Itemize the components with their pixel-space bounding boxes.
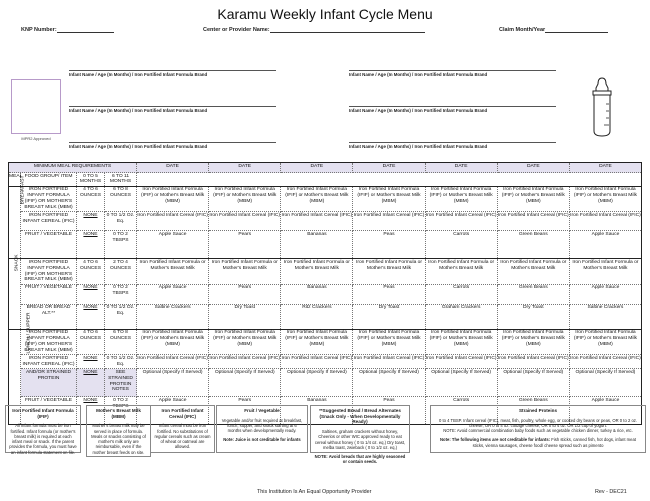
menu-cell-day-1[interactable]: Iron Fortified Infant Cereal (IFIC)	[137, 355, 209, 369]
food-component: IRON FORTIFIED INFANT FORMULA (IFIF) OR MOTHER'S BREAST MILK (MBM)	[21, 186, 77, 212]
note-ifif-title: Iron Fortified Infant Formula (IFIF)	[12, 408, 74, 419]
menu-cell-day-5[interactable]: Carrots	[425, 397, 497, 425]
menu-cell-day-7[interactable]: Iron Fortified Infant Cereal (IFIC)	[569, 212, 641, 231]
date-entry-row	[137, 173, 642, 187]
date-header[interactable]: DATE	[569, 163, 641, 173]
food-component: IRON FORTIFIED INFANT FORMULA (IFIF) OR MOTHER'S BREAST MILK (MBM)	[21, 329, 77, 355]
note-fruit-veg	[216, 405, 308, 453]
provider-name-label: Center or Provider Name:	[203, 27, 270, 33]
claim-month-label: Claim Month/Year	[499, 27, 546, 33]
menu-cell-day-4[interactable]: Iron Fortified Infant Cereal (IFIC)	[353, 212, 425, 231]
menu-cell-day-5[interactable]: Graham Crackers	[425, 304, 497, 329]
menu-cell-day-1[interactable]: Apple Sauce	[137, 284, 209, 304]
menu-cell-day-6[interactable]: Green Beans	[497, 231, 569, 259]
food-component: AND/OR STRAINED PROTEIN	[21, 369, 77, 397]
menu-cell-day-1[interactable]: Apple Sauce	[137, 231, 209, 259]
food-component: FRUIT / VEGETABLE	[21, 284, 77, 304]
menu-cell-day-4[interactable]: Iron Fortified Infant Cereal (IFIC)	[353, 355, 425, 369]
menu-cell-day-5[interactable]: Carrots	[425, 284, 497, 304]
menu-cell-day-1[interactable]: Apple Sauce	[137, 397, 209, 425]
food-component: FRUIT / VEGETABLE	[21, 397, 77, 425]
menu-cell-day-4[interactable]: Peas	[353, 397, 425, 425]
menu-cell-day-4[interactable]: Peas	[353, 231, 425, 259]
menu-cell-day-4[interactable]: Iron Fortified Infant Formula (IFIF) or Mother's Breast Milk (MBM)	[353, 329, 425, 355]
note-ifif-body: All infant formula must be iron fortified. Infant formula (or mother's breast milk) is required at each infant meal or snack. If the parent provides the formula, you must have an infant formula statement on file.	[9, 423, 77, 455]
note-protein-note2: Fish sticks, canned fish, hot dogs, infant meat sticks, vienna sausages, cheese food/ cheese spread such as pimento	[472, 437, 636, 448]
note-fruit-veg-warning: Note: Juice is not creditable for infants	[223, 437, 301, 443]
note-ific	[150, 405, 215, 453]
date-header[interactable]: DATE	[425, 163, 497, 173]
menu-cell-day-2[interactable]: Iron Fortified Infant Formula or Mother's Breast Milk	[209, 259, 281, 285]
amount-6-11-months: SEE STRAINED PROTEIN NOTES	[105, 369, 137, 397]
menu-cell-day-3[interactable]: Iron Fortified Infant Formula or Mother's Breast Milk	[281, 259, 353, 285]
approval-stamp-box	[11, 79, 61, 134]
date-header[interactable]: DATE	[137, 163, 209, 173]
date-header[interactable]: DATE	[353, 163, 425, 173]
amount-6-11-months: 0 TO 2 TBSPS	[105, 284, 137, 304]
menu-cell-day-3[interactable]: Iron Fortified Infant Formula (IFIF) or Mother's Breast Milk (MBM)	[281, 329, 353, 355]
note-mbm-title: Mother's Breast Milk (MBM)	[96, 408, 141, 419]
menu-cell-day-5[interactable]: Iron Fortified Infant Cereal (IFIC)	[425, 355, 497, 369]
amount-0-5-months: 4 TO 6 OUNCES	[77, 186, 105, 212]
meal-label-cell	[9, 254, 21, 330]
amount-0-5-months: 4 TO 6 OUNCES	[77, 329, 105, 355]
menu-cell-day-4[interactable]: Peas	[353, 284, 425, 304]
menu-cell-day-5[interactable]: Iron Fortified Infant Formula or Mother's Breast Milk	[425, 259, 497, 285]
menu-cell-day-1[interactable]: Optional (Specify If Served)	[137, 369, 209, 397]
menu-cell-day-2[interactable]: Pears	[209, 284, 281, 304]
food-component: IRON FORTIFIED INFANT CEREAL (IFIC)	[21, 212, 77, 231]
meal-row	[9, 212, 642, 231]
infant-field-2[interactable]: Infant Name / Age (In Months) / Iron Fortified Infant Formula Brand	[69, 106, 276, 113]
menu-cell-day-3[interactable]: Iron Fortified Infant Formula (IFIF) or Mother's Breast Milk (MBM)	[281, 186, 353, 212]
meal-row	[9, 284, 642, 304]
amount-6-11-months: 0 TO 1/2 Oz. Eq.	[105, 304, 137, 329]
meal-column-header: MEAL	[9, 173, 21, 187]
menu-cell-day-5[interactable]: Iron Fortified Infant Cereal (IFIC)	[425, 212, 497, 231]
menu-cell-day-3[interactable]: Optional (Specify If Served)	[281, 369, 353, 397]
amount-0-5-months: NONE	[77, 355, 105, 369]
amount-6-11-months: 2 TO 4 OUNCES	[105, 259, 137, 285]
menu-table	[8, 162, 642, 425]
menu-cell-day-4[interactable]: Dry Toast	[353, 304, 425, 329]
menu-cell-day-2[interactable]: Pears	[209, 397, 281, 425]
note-mbm-body: Mother's breast milk may be served in place of formula. Meals or snacks consisting of mother's milk only are reimbursable, even if the mother breast feeds on site.	[91, 423, 146, 455]
menu-cell-day-6[interactable]: Green Beans	[497, 397, 569, 425]
infant-field-5[interactable]: Infant Name / Age (In Months) / Iron Fortified Infant Formula Brand	[349, 106, 556, 113]
menu-cell-day-6[interactable]: Iron Fortified Infant Formula or Mother's Breast Milk	[497, 259, 569, 285]
menu-cell-day-6[interactable]: Dry Toast	[497, 304, 569, 329]
menu-cell-day-2[interactable]: Iron Fortified Infant Formula (IFIF) or Mother's Breast Milk (MBM)	[209, 329, 281, 355]
claim-month-field[interactable]	[499, 27, 608, 33]
menu-cell-day-6[interactable]: Green Beans	[497, 284, 569, 304]
menu-cell-day-2[interactable]: Optional (Specify If Served)	[209, 369, 281, 397]
meal-label: LUNCH / SUPPER	[26, 312, 32, 354]
amount-6-11-months: 0 TO 2 TBSPS	[105, 231, 137, 259]
amount-0-5-months: NONE	[77, 284, 105, 304]
menu-cell-day-3[interactable]: Bananas	[281, 231, 353, 259]
menu-cell-day-7[interactable]: Iron Fortified Infant Cereal (IFIC)	[569, 355, 641, 369]
food-component: IRON FORTIFIED INFANT CEREAL (IFIC)	[21, 355, 77, 369]
age-0-5-column-header: 0 TO 5 MONTHS	[77, 173, 105, 187]
menu-cell-day-1[interactable]: Saltine Crackers	[137, 304, 209, 329]
date-header[interactable]: DATE	[281, 163, 353, 173]
menu-cell-day-2[interactable]: Iron Fortified Infant Cereal (IFIC)	[209, 212, 281, 231]
note-ifif	[5, 405, 81, 453]
note-bread-warning: NOTE: Avoid breads that are highly seasoned or contain seeds.	[314, 454, 406, 465]
meal-row	[9, 329, 642, 355]
menu-cell-day-4[interactable]: Optional (Specify If Served)	[353, 369, 425, 397]
note-fruit-veg-title: Fruit / Vegetable	[244, 408, 280, 413]
food-group-column-header: FOOD GROUP/ ITEM	[21, 173, 77, 187]
menu-cell-day-2[interactable]: Dry Toast	[209, 304, 281, 329]
amount-6-11-months: 6 TO 8 OUNCES	[105, 186, 137, 212]
infant-field-3[interactable]: Infant Name / Age (In Months) / Iron Fortified Infant Formula Brand	[69, 142, 276, 149]
meal-row	[9, 259, 642, 285]
menu-cell-day-1[interactable]: Iron Fortified Infant Formula or Mother's Breast Milk	[137, 259, 209, 285]
menu-cell-day-2[interactable]: Iron Fortified Infant Formula (IFIF) or Mother's Breast Milk (MBM)	[209, 186, 281, 212]
infant-field-1[interactable]: Infant Name / Age (In Months) / Iron Fortified Infant Formula Brand	[69, 70, 276, 77]
amount-0-5-months: NONE	[77, 304, 105, 329]
menu-cell-day-3[interactable]: Bananas	[281, 284, 353, 304]
amount-0-5-months: NONE	[77, 231, 105, 259]
provider-name-field[interactable]	[203, 27, 425, 33]
menu-cell-day-7[interactable]: Iron Fortified Infant Formula (IFIF) or Mother's Breast Milk (MBM)	[569, 329, 641, 355]
menu-cell-day-6[interactable]: Optional (Specify If Served)	[497, 369, 569, 397]
amount-6-11-months: 6 TO 8 OUNCES	[105, 329, 137, 355]
amount-6-11-months: 0 TO 1/2 Oz. Eq.	[105, 355, 137, 369]
menu-cell-day-6[interactable]: Iron Fortified Infant Formula (IFIF) or Mother's Breast Milk (MBM)	[497, 329, 569, 355]
menu-cell-day-1[interactable]: Iron Fortified Infant Cereal (IFIC)	[137, 212, 209, 231]
meal-row	[9, 231, 642, 259]
note-protein-title: Strained Proteins	[518, 408, 558, 413]
note-bread	[310, 405, 410, 465]
note-fruit-veg-body: Vegetable and/or fruit required at breakfast, lunch, supper, and snack starting at 6 months when developmentally ready.	[221, 417, 303, 434]
menu-cell-day-7[interactable]: Iron Fortified Infant Formula or Mother's Breast Milk	[569, 259, 641, 285]
infant-field-4[interactable]: Infant Name / Age (In Months) / Iron Fortified Infant Formula Brand	[349, 70, 556, 77]
meal-label: SNACK	[14, 254, 20, 272]
date-header[interactable]: DATE	[497, 163, 569, 173]
note-bread-body: Saltines, graham crackers without honey, Cheerios or other WIC approved ready to eat cereal without honey ( 0 to 1/4 oz. eq.) Dry toast, melba toast, zwieback ( 0 to 1/2 oz. eq.)	[314, 429, 406, 450]
amount-0-5-months: 4 TO 6 OUNCES	[77, 259, 105, 285]
menu-cell-day-2[interactable]: Pears	[209, 231, 281, 259]
menu-cell-day-1[interactable]: Iron Fortified Infant Formula (IFIF) or Mother's Breast Milk (MBM)	[137, 186, 209, 212]
page-title: Karamu Weekly Infant Cycle Menu	[217, 6, 433, 22]
equal-opportunity-statement: This Institution Is An Equal Opportunity Provider	[257, 489, 372, 495]
menu-cell-day-1[interactable]: Iron Fortified Infant Formula (IFIF) or Mother's Breast Milk (MBM)	[137, 329, 209, 355]
food-component: BREAD OR BREAD ALT.**	[21, 304, 77, 329]
menu-cell-day-6[interactable]: Iron Fortified Infant Cereal (IFIC)	[497, 212, 569, 231]
food-component: FRUIT / VEGETABLE	[21, 231, 77, 259]
food-component: IRON FORTIFIED INFANT FORMULA (IFIF) OR MOTHER'S BREAST MILK (MBM)	[21, 259, 77, 285]
age-6-11-column-header: 6 TO 11 MONTHS	[105, 173, 137, 187]
menu-cell-day-4[interactable]: Iron Fortified Infant Formula or Mother's Breast Milk	[353, 259, 425, 285]
menu-cell-day-5[interactable]: Carrots	[425, 231, 497, 259]
menu-cell-day-6[interactable]: Iron Fortified Infant Formula (IFIF) or Mother's Breast Milk (MBM)	[497, 186, 569, 212]
note-strained-proteins	[430, 405, 646, 453]
menu-cell-day-7[interactable]: Optional (Specify If Served)	[569, 369, 641, 397]
amount-6-11-months: 0 TO 2 TBSPS	[105, 397, 137, 425]
amount-6-11-months: 0 TO 1/2 Oz. Eq.	[105, 212, 137, 231]
amount-0-5-months: NONE	[77, 212, 105, 231]
note-protein-note2-label: Note: The following items are not creditable for infants:	[440, 437, 551, 443]
menu-cell-day-6[interactable]: Iron Fortified Infant Cereal (IFIC)	[497, 355, 569, 369]
menu-cell-day-3[interactable]: Ritz Crackers	[281, 304, 353, 329]
note-mbm	[86, 405, 151, 457]
menu-cell-day-5[interactable]: Iron Fortified Infant Formula (IFIF) or Mother's Breast Milk (MBM)	[425, 186, 497, 212]
revision-label: Rev - DEC21	[595, 489, 627, 495]
baby-bottle-icon	[587, 76, 617, 138]
menu-cell-day-7[interactable]: Apple Sauce	[569, 284, 641, 304]
menu-cell-day-5[interactable]: Optional (Specify If Served)	[425, 369, 497, 397]
meal-row	[9, 186, 642, 212]
menu-cell-day-3[interactable]: Bananas	[281, 397, 353, 425]
note-ific-body: Infant cereal must be iron fortified. No substitutions of regular cereals such as cream of wheat or oatmeal are allowed.	[154, 423, 211, 450]
menu-cell-day-7[interactable]: Apple Sauce	[569, 231, 641, 259]
infant-field-6[interactable]: Infant Name / Age (In Months) / Iron Fortified Infant Formula Brand	[349, 142, 556, 149]
menu-cell-day-7[interactable]: Apple Sauce	[569, 397, 641, 425]
note-protein-note1: NOTE: Avoid commercial combination baby foods such as vegetable chicken dinner, turkey & rice, etc.	[443, 428, 633, 434]
menu-cell-day-3[interactable]: Iron Fortified Infant Cereal (IFIC)	[281, 355, 353, 369]
meal-label: BREAKFAST	[20, 175, 26, 205]
amount-0-5-months: NONE	[77, 369, 105, 397]
menu-cell-day-4[interactable]: Iron Fortified Infant Formula (IFIF) or Mother's Breast Milk (MBM)	[353, 186, 425, 212]
knp-number-label: KNP Number:	[21, 27, 57, 33]
menu-cell-day-7[interactable]: Iron Fortified Infant Formula (IFIF) or Mother's Breast Milk (MBM)	[569, 186, 641, 212]
menu-cell-day-3[interactable]: Iron Fortified Infant Cereal (IFIC)	[281, 212, 353, 231]
menu-cell-day-2[interactable]: Iron Fortified Infant Cereal (IFIC)	[209, 355, 281, 369]
meal-row	[9, 304, 642, 329]
menu-cell-day-7[interactable]: Saltine Crackers	[569, 304, 641, 329]
amount-0-5-months: NONE	[77, 397, 105, 425]
meal-row	[9, 355, 642, 369]
knp-number-field[interactable]	[21, 27, 114, 33]
note-protein-body: 0 to 4 TBSP. Infant cereal (IFIC), meat, fish, poultry, whole egg, or cooked dry beans or peas, OR 0 to 2 oz. cheese, OR 0 to 4 oz. cottage cheese, OR 0 to 4 oz. OR 1/2 cup of yogurt.	[438, 417, 638, 428]
note-bread-title: **Suggested Bread / Bread Alternates (Snack Only - When Developmentally Ready)	[319, 408, 401, 425]
date-header[interactable]: DATE	[209, 163, 281, 173]
min-requirements-header: MINIMUM MEAL REQUIREMENTS	[9, 163, 137, 173]
meal-row	[9, 369, 642, 397]
note-ific-title: Iron Fortified Infant Cereal (IFIC)	[161, 408, 204, 419]
approval-stamp-label: MPR2 Approved	[21, 136, 51, 141]
menu-cell-day-5[interactable]: Iron Fortified Infant Formula (IFIF) or Mother's Breast Milk (MBM)	[425, 329, 497, 355]
